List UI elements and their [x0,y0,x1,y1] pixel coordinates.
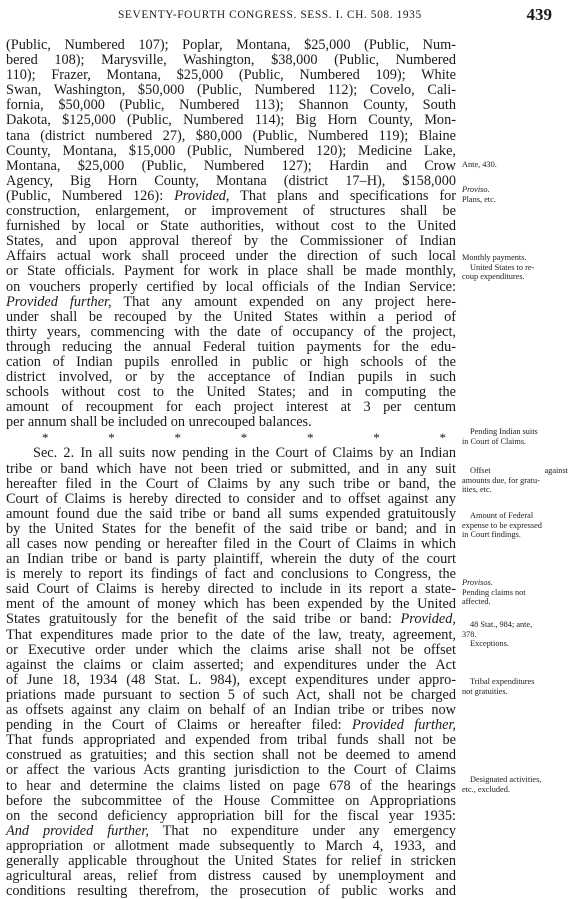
text-line: County, Montana, $15,000 (Public, Numbered 120); Medicine Lake, [6,142,456,159]
proviso-italic: Provided further, [6,293,112,310]
text-line: Agency, Big Horn County, Montana (district 17–H), $158,000 [6,172,456,189]
margin-note-ante [462,160,568,170]
text-line: as offsets against any claim on behalf of an Indian tribe or tribes now [6,702,456,719]
text-segment: States gratuitously for the benefit of the said tribe or band: [6,611,401,628]
margin-note-designated [462,775,568,794]
asterisk: * [174,430,181,446]
margin-note-line: affected. [462,597,491,607]
text-line: schools without cost to the United States; and in computing the [6,384,456,401]
asterisk: * [439,430,446,446]
text-line [6,446,456,461]
margin-note-line: Pending Indian suits [470,427,538,436]
proviso-italic: Provided, [400,611,456,628]
text-line: of June 18, 1934 (48 Stat. L. 984), except expenditures under appro- [6,671,456,688]
margin-note-proviso [462,185,568,204]
text-line [6,295,456,310]
text-segment: That any amount expended on any project here- [111,293,456,310]
text-line: generally applicable throughout the United States for relief in stricken [6,852,456,869]
text-line [6,824,456,839]
margin-note-line: ities, etc. [462,485,492,495]
text-line: through reducing the annual Federal tuition payments for the edu- [6,338,456,355]
margin-note-line: 48 Stat., 984; ante, [470,620,533,629]
text-line: amount found due the said tribe or band all sums expended gratuitously [6,505,456,522]
text-line: against the claims or claim asserted; and expenditures under the Act [6,656,456,673]
margin-note-line: expense to be expressed [462,520,542,530]
text-segment: (Public, Numbered 126): [6,187,175,204]
margin-note-line: in Court of Claims. [462,436,527,446]
main-text [6,38,456,899]
margin-note-title [462,578,568,588]
text-segment: pending in the Court of Claims or hereafter filed: [6,717,353,734]
text-line: priations made pursuant to section 5 of such Act, shall not be charged [6,686,456,703]
text-line: (Public, Numbered 107); Poplar, Montana, $25,000 (Public, Num- [6,37,456,53]
margin-note-italic: Proviso. [462,185,490,194]
text-line: bered 108); Marysville, Washington, $38,000 (Public, Numbered [6,52,456,69]
proviso-italic: And provided further, [6,822,149,839]
text-line: on the second deficiency appropriation bill for the fiscal year 1935: [6,807,456,824]
text-line: under shall be recouped by the United States within a period of [6,308,456,325]
text-line: or State officials. Payment for work in place shall be made monthly, [6,263,456,280]
margin-note-line: coup expenditures. [462,272,525,282]
margin-note-title [462,185,568,195]
text-line: agricultural areas, relief from distress caused by unemployment and [6,868,456,885]
text-line: to hear and determine the claims listed on page 678 of the hearings [6,777,456,794]
text-line: thirty years, commencing with the date of occupancy of the project, [6,323,456,340]
text-line: per annum shall be included on unrecouped balances. [6,414,312,431]
text-segment: That no expenditure under any emergency [148,822,456,839]
margin-note-line: Pending claims not [462,587,526,597]
text-line: tribe or band which have not been tried or submitted, and in any suit [6,460,456,477]
text-line: fornia, $50,000 (Public, Numbered 113); Shannon County, South [6,97,456,114]
omission-asterisks [6,430,456,446]
text-line: cation of Indian pupils enrolled in public or high schools of the [6,353,456,370]
text-line: Affairs actual work shall proceed under the direction of such local [6,248,456,265]
margin-note-line: Designated activities, [470,775,542,784]
asterisk: * [307,430,314,446]
text-line: before the subcommittee of the House Committee on Appropriations [6,792,456,809]
text-line: all cases now pending or hereafter filed in the Court of Claims in which [6,536,456,552]
running-head: SEVENTY-FOURTH CONGRESS. SESS. I. CH. 508. 1935 [118,9,422,21]
text-line: on vouchers properly certified by local officials of the Indian Service: [6,278,456,295]
text-line: Swan, Washington, $50,000 (Public, Numbered 112); Covelo, Cali- [6,82,456,99]
margin-note-line: Monthly payments. [462,253,527,262]
margin-note-line: etc., excluded. [462,784,510,794]
margin-note-line: Ante, 430. [462,160,497,169]
margin-note-monthly [462,253,568,282]
text-line: construction, enlargement, or improvement of structures shall be [6,203,456,220]
text-line: States, and upon approval thereof by the Commissioner of Indian [6,233,456,250]
margin-note-line: amounts due, for gratu- [462,475,540,485]
margin-note-tribal [462,677,568,696]
asterisk: * [108,430,115,446]
margin-note-offset [462,466,568,495]
text-line: construed as gratuities; and this section shall not be deemed to amend [6,747,456,764]
page-header [0,5,570,27]
margin-note-line: Plans, etc. [462,194,496,204]
margin-note-amount [462,511,568,540]
text-line: by the United States for the benefit of the said tribe or band; and in [6,520,456,537]
margin-note-line: Amount of Federal [470,511,534,520]
text-line: Court of Claims is hereby directed to consider and to offset against any [6,490,456,507]
margin-note-line: United States to re- [470,262,535,272]
margin-note-line: Exceptions. [470,639,509,649]
margin-note-italic: Provisos. [462,578,493,587]
text-line: tana (district numbered 27), $80,000 (Public, Numbered 119); Blaine [6,127,456,144]
margin-note-line: in Court findings. [462,530,521,540]
text-line [6,189,456,204]
text-line: said Court of Claims is hereby directed to include in its report a state- [6,581,456,598]
text-segment: That plans and specifications for [229,187,456,204]
asterisk: * [240,430,248,446]
text-line: an Indian tribe or band is party plaintiff, wherein the duty of the court [6,551,456,568]
page-number: 439 [526,5,552,24]
text-line: That expenditures made prior to the date of the law, treaty, agreement, [6,626,456,643]
text-line [6,612,456,627]
text-line: furnished by local or State authorities, without cost to the United [6,218,456,235]
text-line: That funds appropriated and expended from tribal funds shall not be [6,732,456,749]
text-line [6,718,456,733]
proviso-italic: Provided further, [352,717,457,734]
margin-note-provisos [462,578,568,607]
text-line: district involved, or by the acceptance of Indian pupils in such [6,369,456,386]
text-line: or affect the various Acts granting jurisdiction to the Court of Claims [6,762,456,779]
asterisk: * [373,430,380,446]
margin-note-line: 378. [462,629,477,639]
text-line: hereafter filed in the Court of Claims by any such tribe or band, the [6,475,456,492]
margin-note-stat [462,620,568,649]
proviso-italic: Provided, [174,187,230,204]
text-line: ment of the amount of money which has been expended by the United [6,596,456,613]
margin-note-line: not gratuities. [462,686,508,696]
margin-note-pending [462,427,568,446]
margin-note-line: Tribal expenditures [470,677,535,686]
text-line: Montana, $25,000 (Public, Numbered 127); Hardin and Crow [6,157,456,174]
text-line: 110); Frazer, Montana, $25,000 (Public, Numbered 109); White [6,67,456,84]
margin-note-line: Offset against [470,466,568,475]
text-line: Dakota, $125,000 (Public, Numbered 114); Big Horn County, Mon- [6,112,456,129]
text-line: or Executive order under which the claims arise shall not be offset [6,641,456,658]
text-line: is merely to report its findings of fact and conclusions to Congress, the [6,566,456,583]
text-segment: In all suits now pending in the Court of Claims by an Indian [74,445,456,462]
text-line: appropriation or allotment made subsequently to March 4, 1933, and [6,837,456,854]
section-label: Sec. 2. [33,445,75,462]
text-line: amount of recoupment for each project interest at 3 per centum [6,399,456,416]
asterisk: * [42,430,49,446]
text-line: conditions resulting therefrom, the prosecution of public works and [6,883,456,899]
